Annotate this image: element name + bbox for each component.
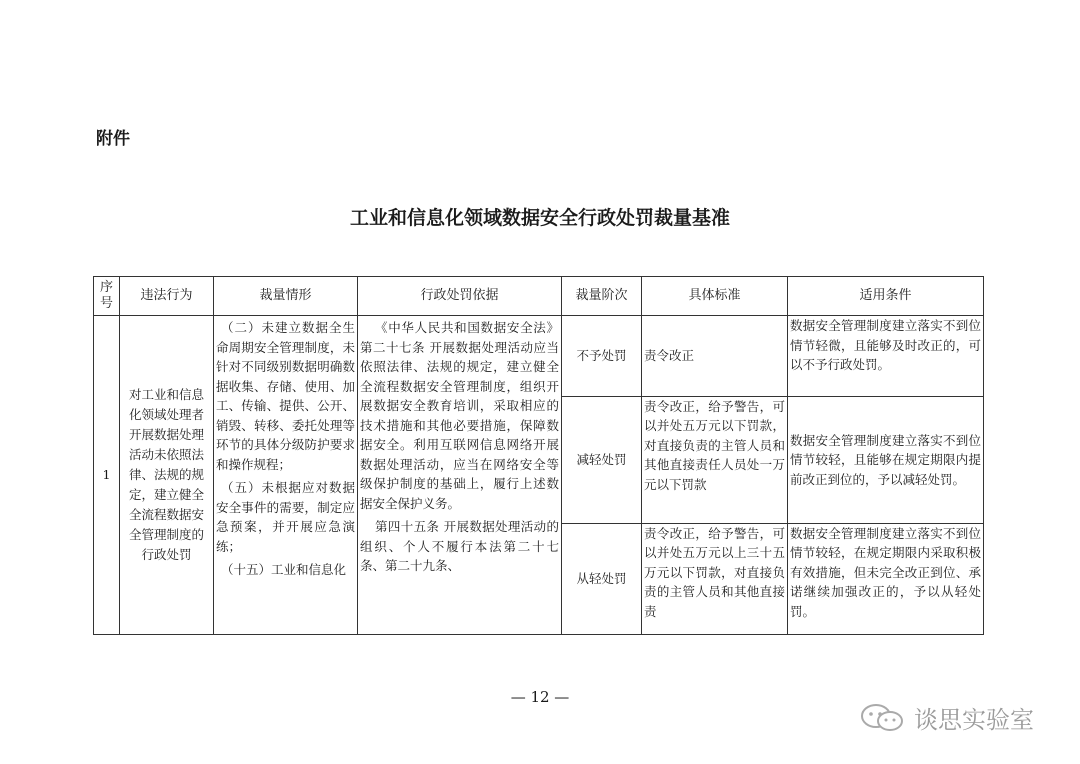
standard-cell: 责令改正 (642, 316, 788, 397)
document-title: 工业和信息化领域数据安全行政处罚裁量基准 (349, 207, 730, 229)
situation-item: （五）未根据应对数据安全事件的需要，制定应急预案，并开展应急演练； (216, 480, 355, 554)
level-cell: 从轻处罚 (562, 523, 642, 634)
attachment-label: 附件 (96, 129, 130, 149)
row-violation: 对工业和信息化领域处理者开展数据处理活动未依照法律、法规的规定，建立健全全流程数据安全管理制度的行政处罚 (120, 316, 214, 635)
row-situations (214, 316, 358, 635)
header-basis: 行政处罚依据 (358, 277, 562, 316)
row-basis (358, 316, 562, 635)
page-number: — 12 — (510, 688, 570, 706)
basis-paragraph: 《中华人民共和国数据安全法》第二十七条 开展数据处理活动应当依照法律、法规的规定，建立健全全流程数据安全管理制度，组织开展数据安全教育培训，采取相应的技术措施和其他必要措施，保障数据安全。利用互联网信息网络开展数据处理活动，应当在网络安全等级保护制度的基础上，履行上述数据安全保护义务。 (360, 320, 559, 511)
condition-cell: 数据安全管理制度建立落实不到位情节轻微，且能够及时改正的，可以不予行政处罚。 (788, 316, 984, 397)
header-situation: 裁量情形 (214, 277, 358, 316)
header-level: 裁量阶次 (562, 277, 642, 316)
standard-cell: 责令改正，给予警告，可以并处五万元以下罚款，对直接负责的主管人员和其他直接责任人员处一万元以下罚款 (642, 396, 788, 523)
level-cell: 减轻处罚 (562, 396, 642, 523)
watermark-text: 谈思实验室 (914, 706, 1034, 734)
basis-paragraph: 第四十五条 开展数据处理活动的组织、个人不履行本法第二十七条、第二十九条、 (360, 519, 559, 573)
header-seq: 序号 (94, 277, 120, 316)
wechat-icon (858, 703, 906, 733)
standard-cell: 责令改正，给予警告，可以并处五万元以上三十五万元以下罚款，对直接负责的主管人员和其他直接责 (642, 523, 788, 634)
condition-cell: 数据安全管理制度建立落实不到位情节较轻，在规定期限内采取积极有效措施，但未完全改正到位、承诺继续加强改正的，予以从轻处罚。 (788, 523, 984, 634)
table-header-row (94, 277, 984, 316)
level-cell: 不予处罚 (562, 316, 642, 397)
situation-item: （二）未建立数据全生命周期安全管理制度，未针对不同级别数据明确数据收集、存储、使用、加工、传输、提供、公开、销毁、转移、委托处理等环节的具体分级防护要求和操作规程； (216, 320, 355, 472)
row-seq: 1 (94, 316, 120, 635)
penalty-table (93, 276, 984, 635)
condition-cell: 数据安全管理制度建立落实不到位情节较轻，且能够在规定期限内提前改正到位的，予以减轻处罚。 (788, 396, 984, 523)
header-violation: 违法行为 (120, 277, 214, 316)
header-standard: 具体标准 (642, 277, 788, 316)
header-condition: 适用条件 (788, 277, 984, 316)
table-row (94, 316, 984, 397)
watermark (858, 700, 1034, 735)
situation-item: （十五）工业和信息化 (221, 562, 347, 577)
